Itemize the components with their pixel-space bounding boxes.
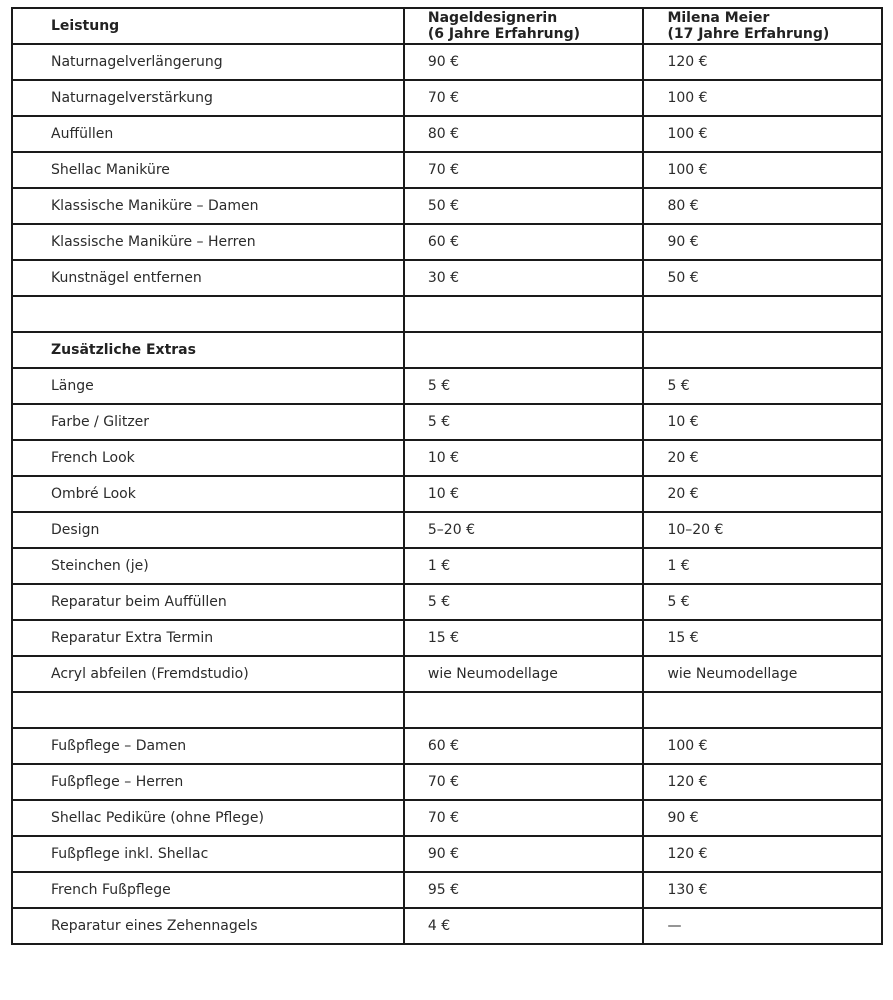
service-cell-text: French Fußpflege	[51, 882, 171, 898]
milena-price-cell	[643, 188, 882, 224]
table-row	[12, 440, 882, 476]
service-cell	[12, 332, 404, 368]
header-milena-experience: (17 Jahre Erfahrung)	[667, 26, 830, 42]
milena-price-cell	[643, 692, 882, 728]
milena-price-cell-text: 10 €	[667, 414, 699, 430]
designer-price-cell-text: 70 €	[427, 90, 460, 106]
header-milena-name: Milena Meier	[667, 10, 770, 26]
table-row	[12, 620, 882, 656]
header-service-label: Leistung	[51, 18, 120, 34]
designer-price-cell-text: wie Neumodellage	[427, 666, 558, 682]
service-cell	[12, 584, 404, 620]
designer-price-cell-text: 70 €	[427, 774, 460, 790]
designer-price-cell	[404, 332, 644, 368]
designer-price-cell	[404, 908, 644, 944]
milena-price-cell	[643, 512, 882, 548]
table-row	[12, 584, 882, 620]
service-cell	[12, 620, 404, 656]
milena-price-cell	[643, 296, 882, 332]
service-cell-text: Kunstnägel entfernen	[51, 270, 202, 286]
milena-price-cell-text: 90 €	[667, 810, 699, 826]
service-cell	[12, 764, 404, 800]
designer-price-cell-text: 90 €	[427, 846, 460, 862]
milena-price-cell	[643, 404, 882, 440]
table-row	[12, 512, 882, 548]
service-cell-text: Länge	[51, 378, 94, 394]
header-designer-name: Nageldesignerin	[427, 10, 558, 26]
service-cell	[12, 908, 404, 944]
table-header-row	[12, 8, 882, 44]
service-cell	[12, 836, 404, 872]
milena-price-cell-text: 5 €	[667, 378, 690, 394]
price-table	[11, 7, 883, 945]
milena-price-cell-text: 100 €	[667, 126, 708, 142]
designer-price-cell	[404, 728, 644, 764]
header-milena	[643, 8, 882, 44]
milena-price-cell	[643, 440, 882, 476]
milena-price-cell-text: 130 €	[667, 882, 708, 898]
milena-price-cell	[643, 656, 882, 692]
service-cell	[12, 152, 404, 188]
milena-price-cell-text: 1 €	[667, 558, 690, 574]
designer-price-cell-text: 1 €	[427, 558, 451, 574]
designer-price-cell-text: 5–20 €	[427, 522, 475, 538]
milena-price-cell	[643, 872, 882, 908]
service-cell	[12, 116, 404, 152]
designer-price-cell	[404, 260, 644, 296]
designer-price-cell-text: 60 €	[427, 738, 460, 754]
designer-price-cell	[404, 152, 644, 188]
service-cell-text: Fußpflege inkl. Shellac	[51, 846, 209, 862]
milena-price-cell-text: 20 €	[667, 450, 699, 466]
service-cell	[12, 296, 404, 332]
service-cell	[12, 800, 404, 836]
service-cell-text: Shellac Pediküre (ohne Pflege)	[51, 810, 264, 826]
service-cell	[12, 404, 404, 440]
designer-price-cell-text: 4 €	[427, 918, 451, 934]
service-cell	[12, 476, 404, 512]
designer-price-cell-text: 5 €	[427, 594, 451, 610]
service-cell-text: Klassische Maniküre – Damen	[51, 198, 259, 214]
designer-price-cell	[404, 404, 644, 440]
designer-price-cell-text: 70 €	[427, 810, 460, 826]
service-cell-text: Design	[51, 522, 100, 538]
table-row	[12, 872, 882, 908]
service-cell	[12, 44, 404, 80]
service-cell-text: Fußpflege – Herren	[51, 774, 184, 790]
milena-price-cell	[643, 728, 882, 764]
table-row	[12, 116, 882, 152]
milena-price-cell	[643, 224, 882, 260]
milena-price-cell	[643, 80, 882, 116]
milena-price-cell	[643, 44, 882, 80]
milena-price-cell	[643, 620, 882, 656]
milena-price-cell	[643, 260, 882, 296]
service-cell	[12, 692, 404, 728]
table-row	[12, 44, 882, 80]
milena-price-cell	[643, 476, 882, 512]
service-cell	[12, 872, 404, 908]
table-row	[12, 548, 882, 584]
service-cell	[12, 368, 404, 404]
service-cell-text: Zusätzliche Extras	[51, 342, 196, 358]
section-row	[12, 332, 882, 368]
designer-price-cell	[404, 836, 644, 872]
service-cell-text: Acryl abfeilen (Fremdstudio)	[51, 666, 249, 682]
designer-price-cell	[404, 800, 644, 836]
designer-price-cell-text: 30 €	[427, 270, 460, 286]
designer-price-cell	[404, 512, 644, 548]
designer-price-cell-text: 10 €	[427, 450, 460, 466]
table-row	[12, 800, 882, 836]
table-row	[12, 80, 882, 116]
table-row	[12, 692, 882, 728]
milena-price-cell-text: 10–20 €	[667, 522, 724, 538]
milena-price-cell-text: 120 €	[667, 846, 708, 862]
designer-price-cell	[404, 656, 644, 692]
service-cell-text: Fußpflege – Damen	[51, 738, 187, 754]
designer-price-cell	[404, 44, 644, 80]
table-row	[12, 908, 882, 944]
table-row	[12, 656, 882, 692]
table-row	[12, 836, 882, 872]
milena-price-cell-text: 20 €	[667, 486, 699, 502]
service-cell-text: Shellac Maniküre	[51, 162, 170, 178]
designer-price-cell	[404, 368, 644, 404]
table-row	[12, 224, 882, 260]
milena-price-cell-text: wie Neumodellage	[667, 666, 798, 682]
service-cell	[12, 188, 404, 224]
milena-price-cell	[643, 368, 882, 404]
header-service	[12, 8, 404, 44]
service-cell-text: Naturnagelverstärkung	[51, 90, 213, 106]
milena-price-cell-text: 90 €	[667, 234, 699, 250]
service-cell-text: Reparatur Extra Termin	[51, 630, 214, 646]
milena-price-cell	[643, 116, 882, 152]
table-row	[12, 296, 882, 332]
designer-price-cell-text: 80 €	[427, 126, 460, 142]
service-cell	[12, 260, 404, 296]
designer-price-cell	[404, 440, 644, 476]
service-cell-text: Reparatur eines Zehennagels	[51, 918, 258, 934]
milena-price-cell-text: 100 €	[667, 90, 708, 106]
designer-price-cell-text: 10 €	[427, 486, 460, 502]
milena-price-cell-text: 5 €	[667, 594, 690, 610]
milena-price-cell-text: 100 €	[667, 162, 708, 178]
service-cell	[12, 512, 404, 548]
designer-price-cell	[404, 476, 644, 512]
service-cell-text: Farbe / Glitzer	[51, 414, 150, 430]
table-row	[12, 188, 882, 224]
milena-price-cell-text: 100 €	[667, 738, 708, 754]
table-body	[12, 44, 882, 944]
milena-price-cell-text: 120 €	[667, 54, 708, 70]
milena-price-cell-text: 50 €	[667, 270, 699, 286]
milena-price-cell	[643, 836, 882, 872]
designer-price-cell-text: 60 €	[427, 234, 460, 250]
service-cell-text: Ombré Look	[51, 486, 136, 502]
milena-price-cell-text: 15 €	[667, 630, 699, 646]
service-cell-text: French Look	[51, 450, 135, 466]
milena-price-cell	[643, 548, 882, 584]
service-cell-text: Reparatur beim Auffüllen	[51, 594, 227, 610]
milena-price-cell-text: 120 €	[667, 774, 708, 790]
designer-price-cell	[404, 224, 644, 260]
service-cell-text: Naturnagelverlängerung	[51, 54, 223, 70]
designer-price-cell	[404, 548, 644, 584]
designer-price-cell-text: 5 €	[427, 414, 451, 430]
service-cell	[12, 656, 404, 692]
service-cell	[12, 80, 404, 116]
designer-price-cell-text: 70 €	[427, 162, 460, 178]
table-row	[12, 404, 882, 440]
designer-price-cell	[404, 620, 644, 656]
designer-price-cell	[404, 584, 644, 620]
table-row	[12, 260, 882, 296]
designer-price-cell	[404, 764, 644, 800]
table-row	[12, 764, 882, 800]
designer-price-cell-text: 15 €	[427, 630, 460, 646]
service-cell	[12, 728, 404, 764]
designer-price-cell	[404, 692, 644, 728]
table-row	[12, 476, 882, 512]
service-cell-text: Auffüllen	[51, 126, 114, 142]
milena-price-cell	[643, 764, 882, 800]
milena-price-cell	[643, 332, 882, 368]
designer-price-cell	[404, 116, 644, 152]
designer-price-cell	[404, 188, 644, 224]
designer-price-cell-text: 5 €	[427, 378, 451, 394]
milena-price-cell	[643, 152, 882, 188]
designer-price-cell-text: 50 €	[427, 198, 460, 214]
milena-price-cell	[643, 800, 882, 836]
milena-price-cell-text: 80 €	[667, 198, 699, 214]
designer-price-cell	[404, 296, 644, 332]
table-row	[12, 368, 882, 404]
milena-price-cell-text: —	[667, 918, 682, 934]
designer-price-cell	[404, 80, 644, 116]
service-cell	[12, 224, 404, 260]
service-cell-text: Steinchen (je)	[51, 558, 149, 574]
service-cell-text: Klassische Maniküre – Herren	[51, 234, 256, 250]
milena-price-cell	[643, 908, 882, 944]
service-cell	[12, 440, 404, 476]
service-cell	[12, 548, 404, 584]
header-designer-experience: (6 Jahre Erfahrung)	[427, 26, 581, 42]
table-row	[12, 152, 882, 188]
designer-price-cell-text: 90 €	[427, 54, 460, 70]
designer-price-cell	[404, 872, 644, 908]
milena-price-cell	[643, 584, 882, 620]
table-row	[12, 728, 882, 764]
designer-price-cell-text: 95 €	[427, 882, 460, 898]
header-designer	[404, 8, 644, 44]
